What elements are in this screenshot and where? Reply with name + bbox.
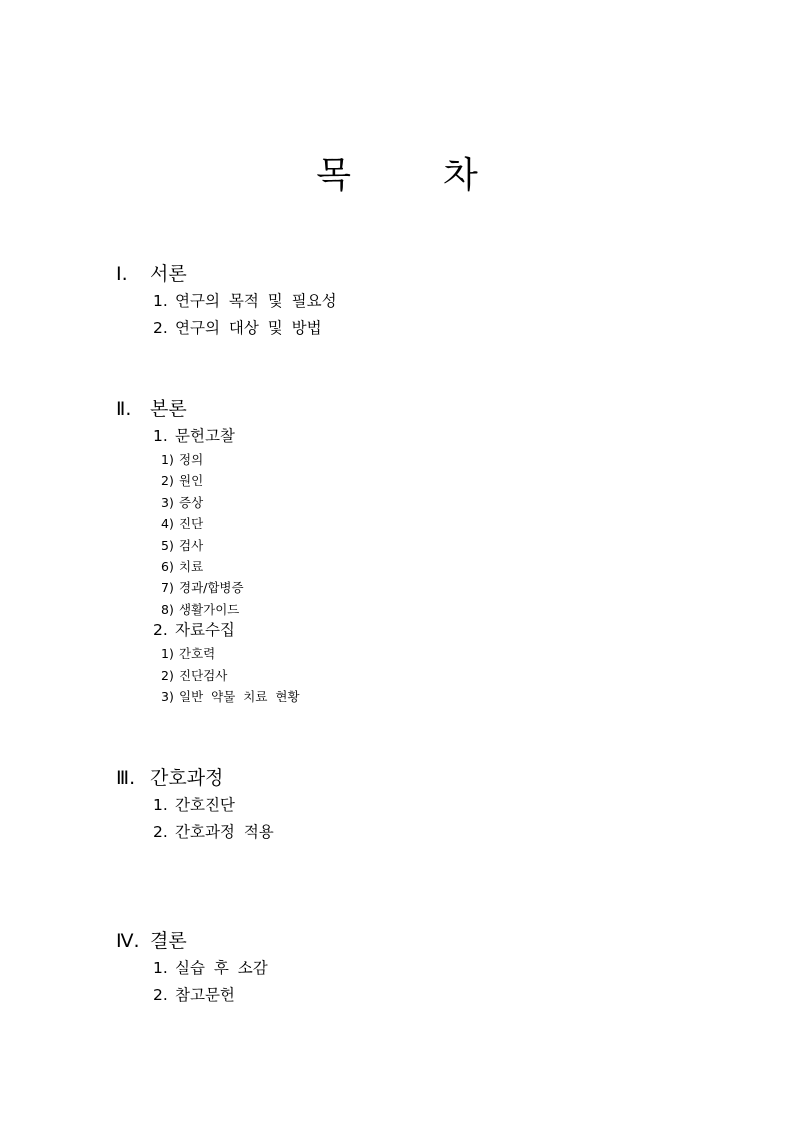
item-number: 1. [153, 427, 168, 445]
toc-subitem [116, 535, 300, 556]
section-number: Ⅰ. [116, 263, 128, 285]
subitem-number: 7) [161, 580, 174, 596]
page-title [0, 150, 794, 202]
toc-subitem [116, 556, 300, 577]
item-number: 1. [153, 796, 168, 814]
subitem-number: 3) [161, 494, 174, 510]
item-label: 연구의 대상 및 방법 [175, 319, 322, 337]
subitem-number: 1) [161, 452, 174, 467]
subitem-label: 원인 [179, 473, 204, 489]
subitem-label: 일반 약물 치료 현황 [179, 688, 300, 704]
section-number: Ⅳ. [116, 930, 140, 952]
title-second-char: 차 [443, 155, 478, 196]
item-label: 간호진단 [175, 796, 235, 814]
section-heading [116, 765, 274, 791]
toc-item [116, 985, 268, 1012]
subitem-number: 3) [161, 688, 174, 704]
item-label: 참고문헌 [175, 986, 235, 1004]
toc-item [116, 620, 300, 643]
section-heading [116, 928, 268, 954]
subitem-label: 생활가이드 [179, 601, 240, 617]
item-number: 2. [153, 621, 168, 640]
toc-subitem [116, 665, 300, 686]
section-label: 결론 [150, 930, 187, 952]
item-number: 1. [153, 959, 168, 977]
section-label: 간호과정 [150, 767, 224, 789]
toc-subitem [116, 513, 300, 534]
subitem-label: 진단 [179, 516, 204, 532]
toc-item [116, 318, 337, 345]
toc-subitem [116, 643, 300, 664]
toc-item [116, 958, 268, 985]
subitem-number: 2) [161, 473, 174, 489]
section-label: 서론 [150, 263, 187, 285]
subitem-label: 간호력 [179, 646, 216, 662]
section-heading [116, 261, 337, 287]
toc-item [116, 795, 274, 822]
subitem-number: 6) [161, 558, 174, 574]
toc-item [116, 426, 300, 449]
subitem-number: 1) [161, 646, 174, 662]
section-number: Ⅲ. [116, 767, 136, 789]
subitem-label: 정의 [179, 452, 204, 467]
subitem-label: 경과/합병증 [179, 580, 244, 596]
item-label: 연구의 목적 및 필요성 [175, 292, 337, 310]
subitem-label: 진단검사 [179, 667, 228, 683]
toc-section-2 [116, 396, 300, 707]
toc-subitem [116, 470, 300, 491]
section-label: 본론 [150, 398, 187, 420]
toc-section-3 [116, 765, 274, 849]
item-label: 간호과정 적용 [175, 823, 274, 841]
title-first-char: 목 [316, 155, 351, 196]
toc-subitem [116, 449, 300, 470]
subitem-number: 5) [161, 537, 174, 553]
item-number: 1. [153, 292, 168, 310]
toc-subitem [116, 577, 300, 598]
toc-subitem [116, 686, 300, 707]
item-number: 2. [153, 319, 168, 337]
section-heading [116, 396, 300, 422]
subitem-number: 8) [161, 601, 174, 617]
toc-subitem [116, 599, 300, 620]
item-number: 2. [153, 986, 168, 1004]
item-label: 문헌고찰 [175, 427, 235, 445]
subitem-number: 2) [161, 667, 174, 683]
subitem-label: 검사 [179, 537, 204, 553]
item-label: 실습 후 소감 [175, 959, 268, 977]
toc-subitem [116, 492, 300, 513]
item-number: 2. [153, 823, 168, 841]
toc-item [116, 291, 337, 318]
toc-item [116, 822, 274, 849]
item-label: 자료수집 [175, 621, 235, 640]
subitem-label: 치료 [179, 558, 204, 574]
subitem-number: 4) [161, 516, 174, 532]
subitem-label: 증상 [179, 494, 204, 510]
toc-section-1 [116, 261, 337, 345]
section-number: Ⅱ. [116, 398, 132, 420]
toc-section-4 [116, 928, 268, 1012]
